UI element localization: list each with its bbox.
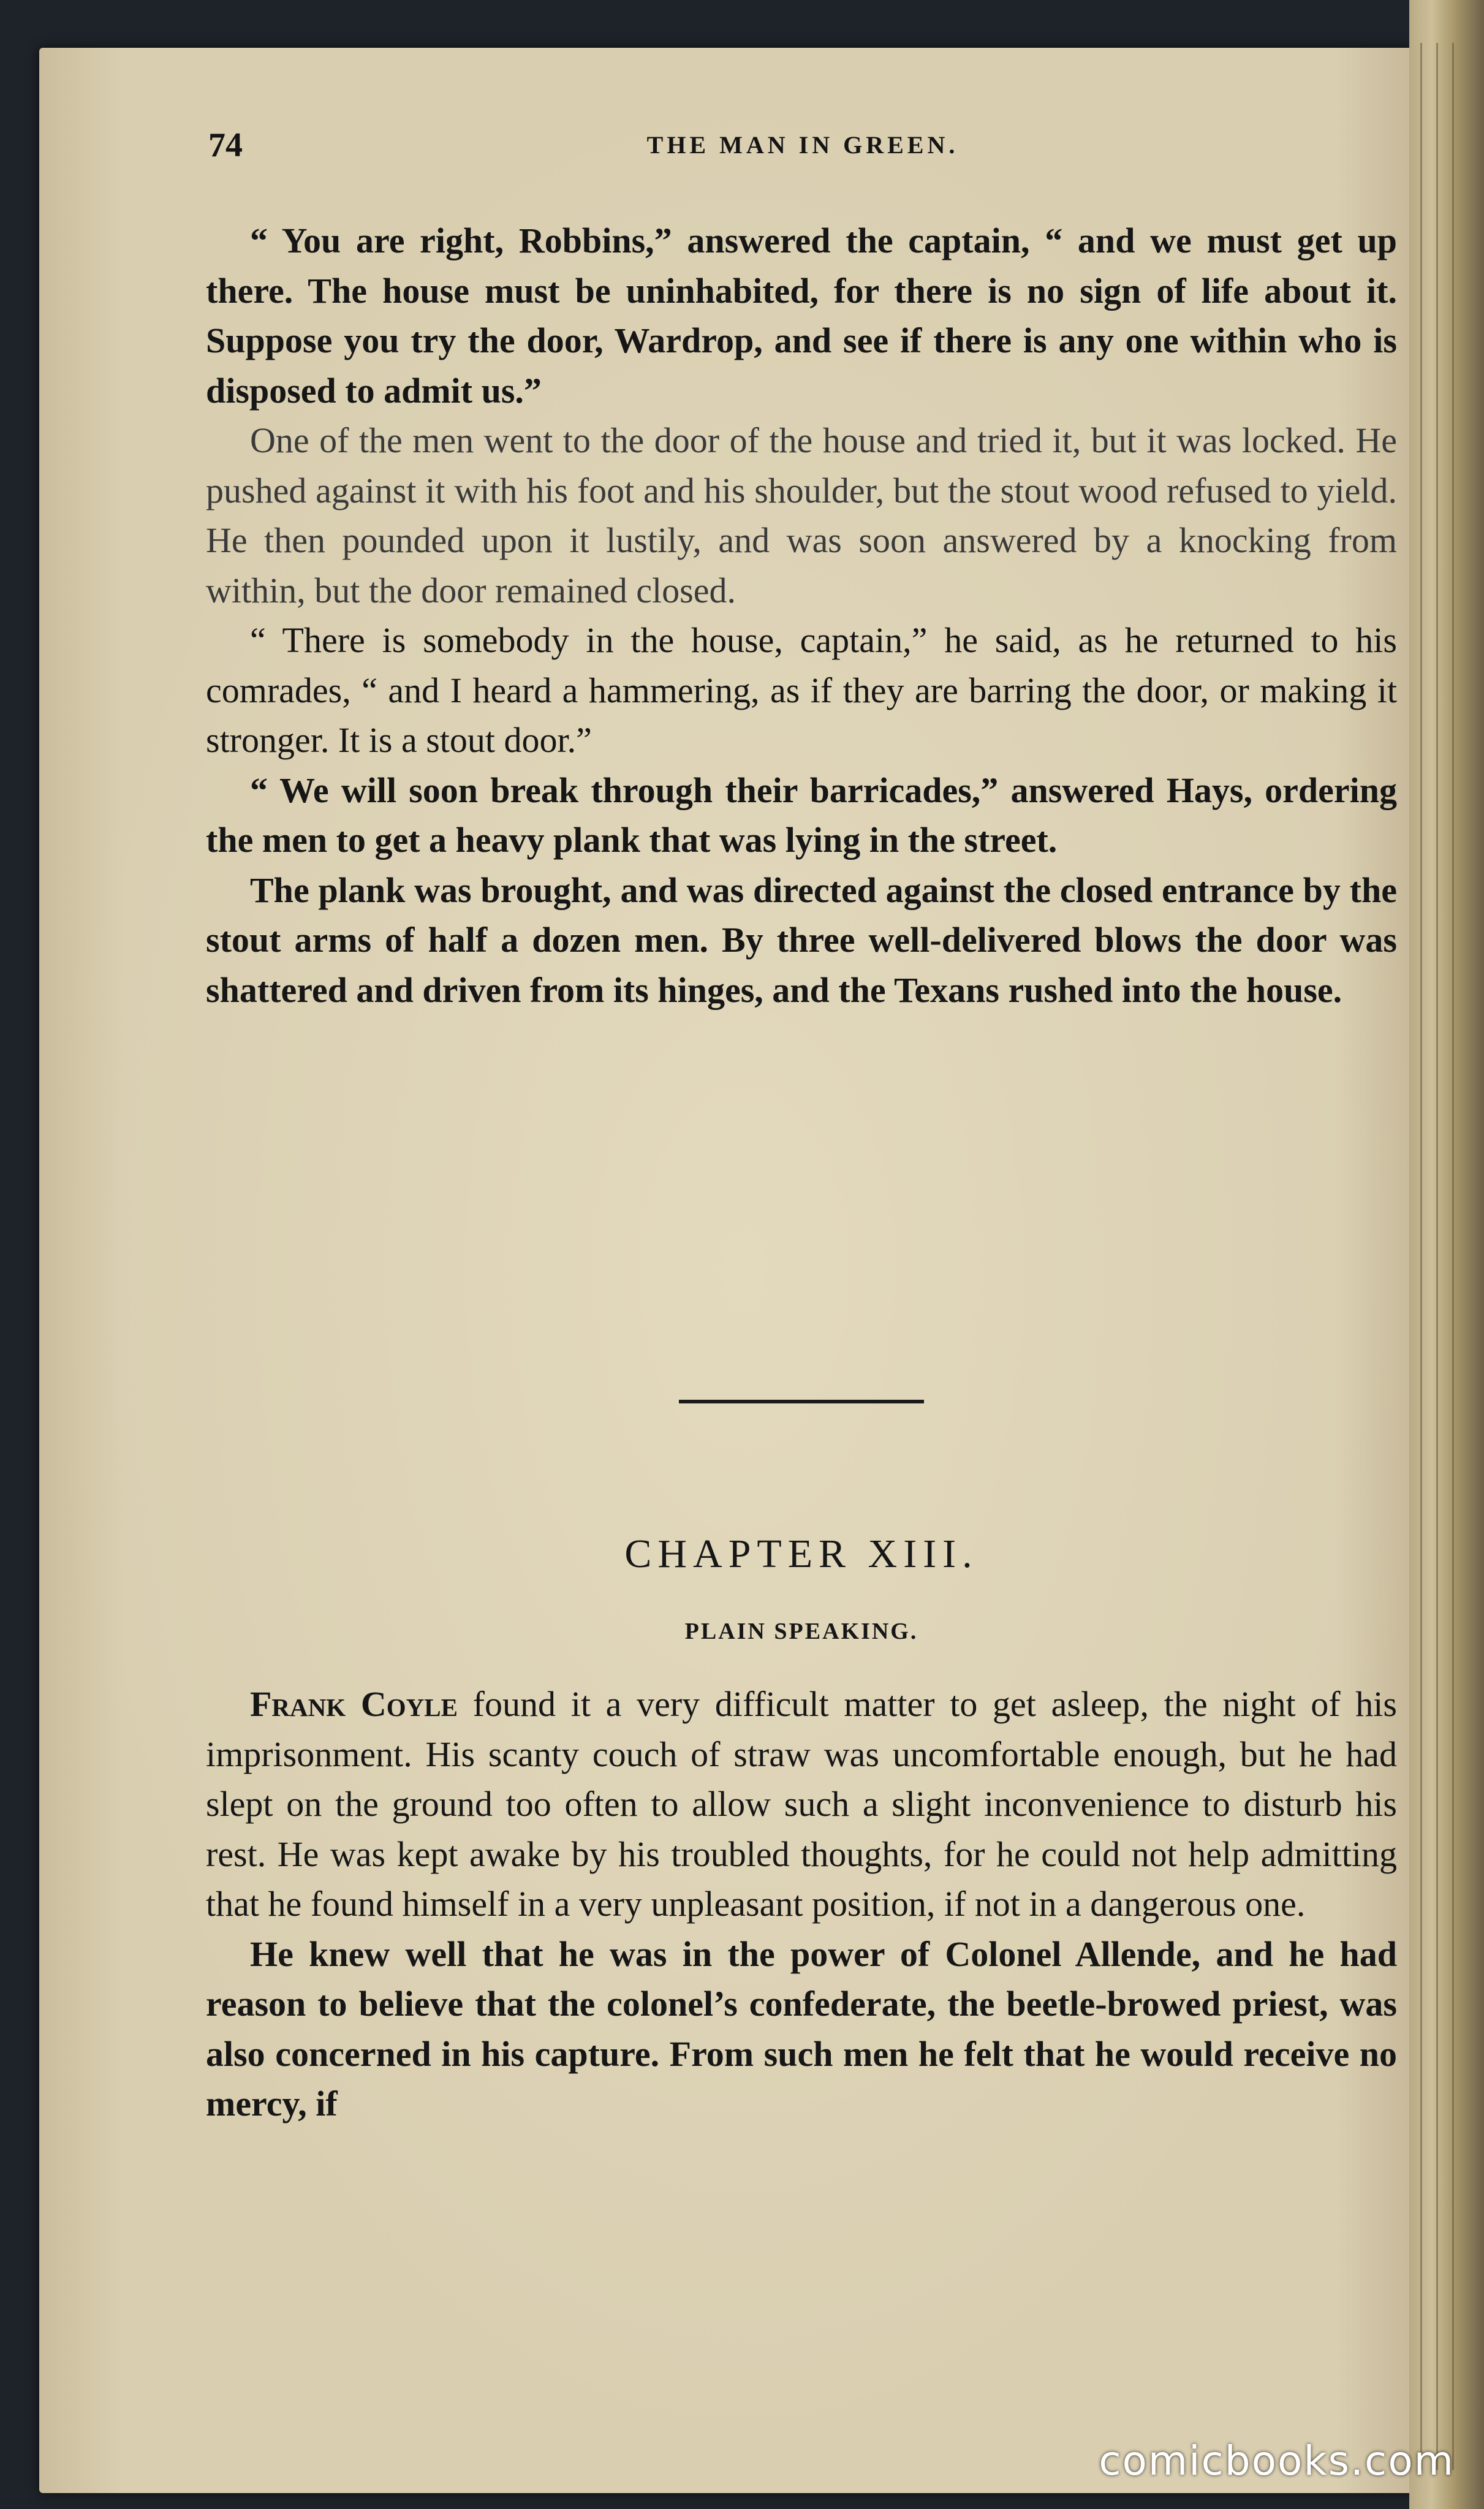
body-text [206, 216, 1397, 1015]
page-edge-line [1420, 43, 1422, 2470]
paragraph: One of the men went to the door of the house and tried it, but it was locked. He pushed against it with his foot and his shoulder, but the stout wood refused to yield. He then pounded upon it lustily, and was soon answered by a knocking from within, but the door remained closed. [206, 420, 1397, 610]
chapter-lead-words: Frank Coyle [250, 1684, 458, 1724]
watermark: comicbooks.com [1099, 2437, 1455, 2484]
page-edge-line [1452, 43, 1454, 2470]
paragraph: “ You are right, Robbins,” answered the captain, “ and we must get up there. The house must be uninhabited, for there is no sign of life about it. Suppose you try the door, Wardrop, and see if there is any one within who is disposed to admit us.” [206, 221, 1397, 411]
paragraph: “ There is somebody in the house, captain,” he said, as he returned to his comrades, “ and I heard a hammering, as if they are barring the door, or making it stronger. It is a stout door.” [206, 620, 1397, 760]
section-divider [679, 1400, 924, 1403]
chapter-subtitle: PLAIN SPEAKING. [684, 1619, 918, 1644]
paragraph: “ We will soon break through their barricades,” answered Hays, ordering the men to get a heavy plank that was lying in the street. [206, 770, 1397, 860]
paragraph: The plank was brought, and was directed against the closed entrance by the stout arms of half a dozen men. By three well-delivered blows the door was shattered and driven from its hinges, and the Texans rushed into the house. [206, 870, 1397, 1010]
running-head: THE MAN IN GREEN. [646, 131, 959, 159]
paragraph-text: found it a very difficult matter to get asleep, the night of his imprisonment. His scanty couch of straw was uncomfortable enough, but he had slept on the ground too often to allow such a slight inconvenience to disturb his rest. He was kept awake by his troubled thoughts, for he could not help admitting that he found himself in a very unpleasant position, if not in a dangerous one. [206, 1684, 1397, 1924]
chapter-body [206, 1679, 1397, 2129]
chapter-title: CHAPTER XIII. [624, 1532, 979, 1576]
paragraph [206, 1679, 1397, 1929]
page-edge-line [1436, 43, 1438, 2470]
page-edge [1409, 0, 1484, 2509]
paragraph: He knew well that he was in the power of Colonel Allende, and he had reason to believe that the colonel’s confederate, the beetle-browed priest, was also concerned in his capture. From such men he felt that he would receive no mercy, if [206, 1934, 1397, 2124]
page-number: 74 [208, 126, 243, 164]
page-header [208, 126, 1397, 181]
